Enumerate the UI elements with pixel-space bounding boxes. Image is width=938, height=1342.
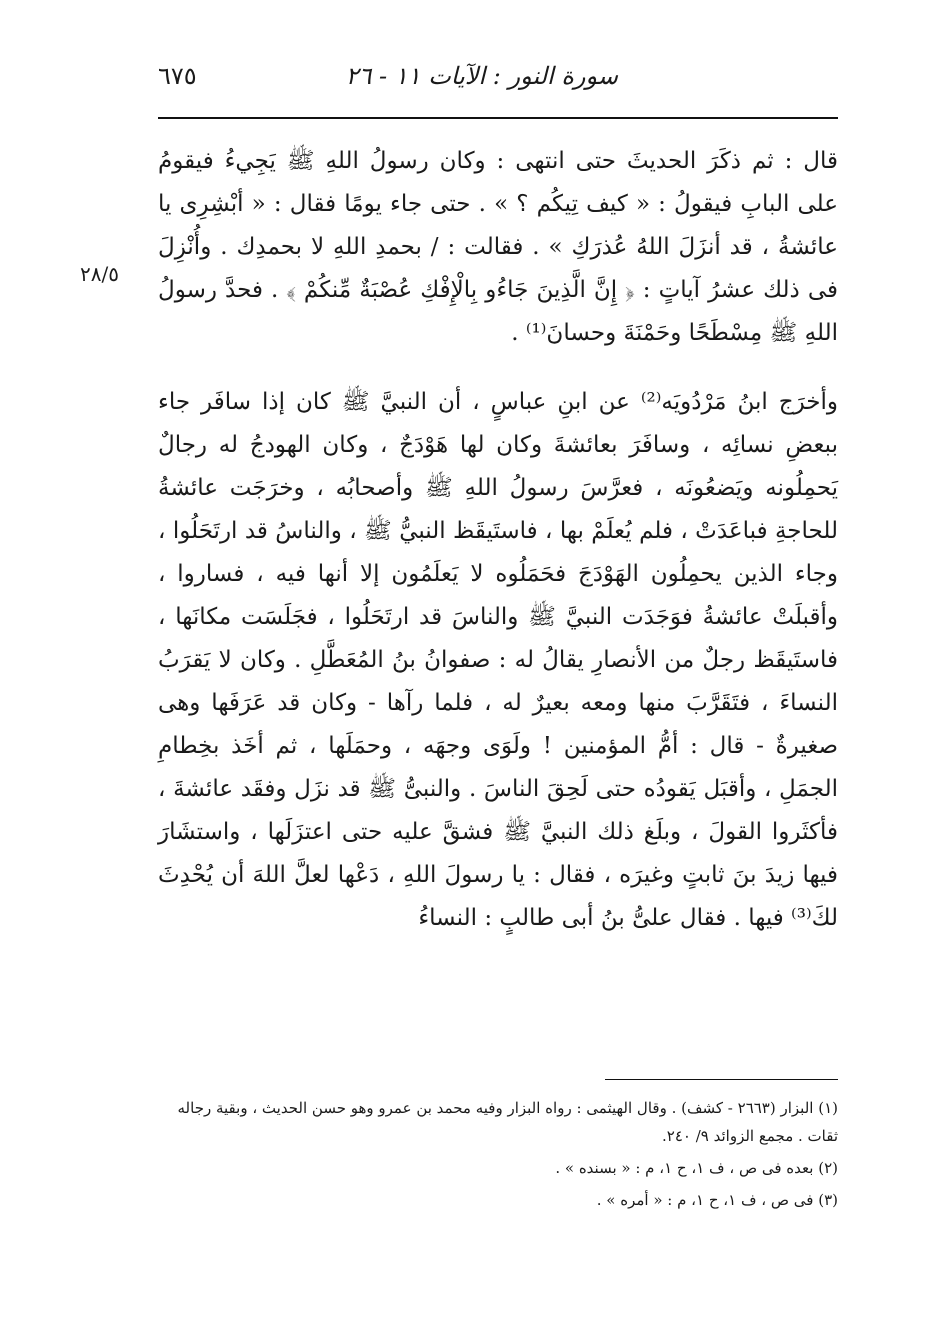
main-text	[158, 140, 838, 940]
footnote-3: (٣) فى ص ، ف ١، ح ١، م : « أمره » .	[596, 1191, 838, 1209]
paragraph-2: وأخرَج ابنُ مَرْدُويَه⁽²⁾ عن ابنِ عباسٍ ، أن النبيَّ ﷺ كان إذا سافَر جاء ببعضِ نسائِه ، وسافَرَ بعائشةَ وكان لها هَوْدَجٌ ، وكان الهودجُ له رجالٌ يَحمِلُونه ويَضعُونَه ، فعرَّسَ رسولُ اللهِ ﷺ وأصحابُه ، وخرَجَت عائشةُ للحاجةِ فباعَدَتْ ، فلم يُعلَمْ بها ، فاستَيقَظ النبيُّ ﷺ ، والناسُ قد ارتَحَلُوا ، وجاء الذين يحمِلُون الهَوْدَجَ فحَمَلُوه لا يَعلَمُون إلا أنها فيه ، فساروا ، وأقبلَتْ عائشةُ فوَجَدَت النبيَّ ﷺ والناسَ قد ارتَحَلُوا ، فجَلَسَت مكانَها ، فاستَيقَظ رجلٌ من الأنصارِ يقالُ له : صفوانُ بنُ المُعَطَّلِ . وكان لا يَقرَبُ النساءَ ، فتَقَرَّبَ منها ومعه بعيرٌ له ، فلما رآها - وكان قد عَرَفَها وهى صغيرةٌ - قال : أمُّ المؤمنين ! ولَوَى وجهَه ، وحمَلَها ، ثم أخَذ بخِطامِ الجمَلِ ، وأقبَل يَقودُه حتى لَحِقَ الناسَ . والنبىُّ ﷺ قد نزَل وفقَد عائشةَ ، فأكثَروا القولَ ، وبلَغ ذلك النبيَّ ﷺ فشقَّ عليه حتى اعتزَلَها ، واستشَارَ فيها زيدَ بنَ ثابتٍ وغيرَه ، فقال : يا رسولَ اللهِ ، دَعْها لعلَّ اللهَ أن يُحْدِثَ لكَ⁽³⁾ فيها . فقال علىُّ بنُ أبى طالبٍ : النساءُ	[158, 389, 838, 931]
page-header	[158, 58, 838, 98]
footnotes	[158, 1094, 838, 1218]
footnote-1: (١) البزار (٢٦٦٣ - كشف) . وقال الهيثمى : رواه البزار وفيه محمد بن عمرو وهو حسن الحديث ، وبقية رجاله ثقات . مجمع الزوائد ٩/ ٢٤٠.	[177, 1099, 838, 1145]
marginal-note: ٢٨/٥	[80, 262, 119, 286]
header-rule	[158, 117, 838, 119]
footnote-rule	[605, 1079, 838, 1080]
paragraph-1: قال : ثم ذكَرَ الحديثَ حتى انتهى : وكان رسولُ اللهِ ﷺ يَجِيءُ فيقومُ على البابِ فيقولُ : « كيف تِيكُم ؟ » . حتى جاء يومًا فقال : « أبْشِرِى يا عائشةُ ، قد أنزَلَ اللهُ عُذرَكِ » . فقالت : / بحمدِ اللهِ لا بحمدِك . وأُنْزِلَ فى ذلك عشرُ آياتٍ : ﴿ إِنَّ الَّذِينَ جَاءُو بِالْإِفْكِ عُصْبَةٌ مِّنكُمْ ﴾ . فحدَّ رسولُ اللهِ ﷺ مِسْطَحًا وحَمْنَةَ وحسانَ⁽¹⁾ .	[158, 148, 838, 346]
page-number: ٦٧٥	[158, 62, 197, 90]
footnote-2: (٢) بعده فى ص ، ف ١، ح ١، م : « بسنده » .	[555, 1159, 838, 1177]
running-title: سورة النور : الآيات ١١ - ٢٦	[345, 62, 618, 90]
